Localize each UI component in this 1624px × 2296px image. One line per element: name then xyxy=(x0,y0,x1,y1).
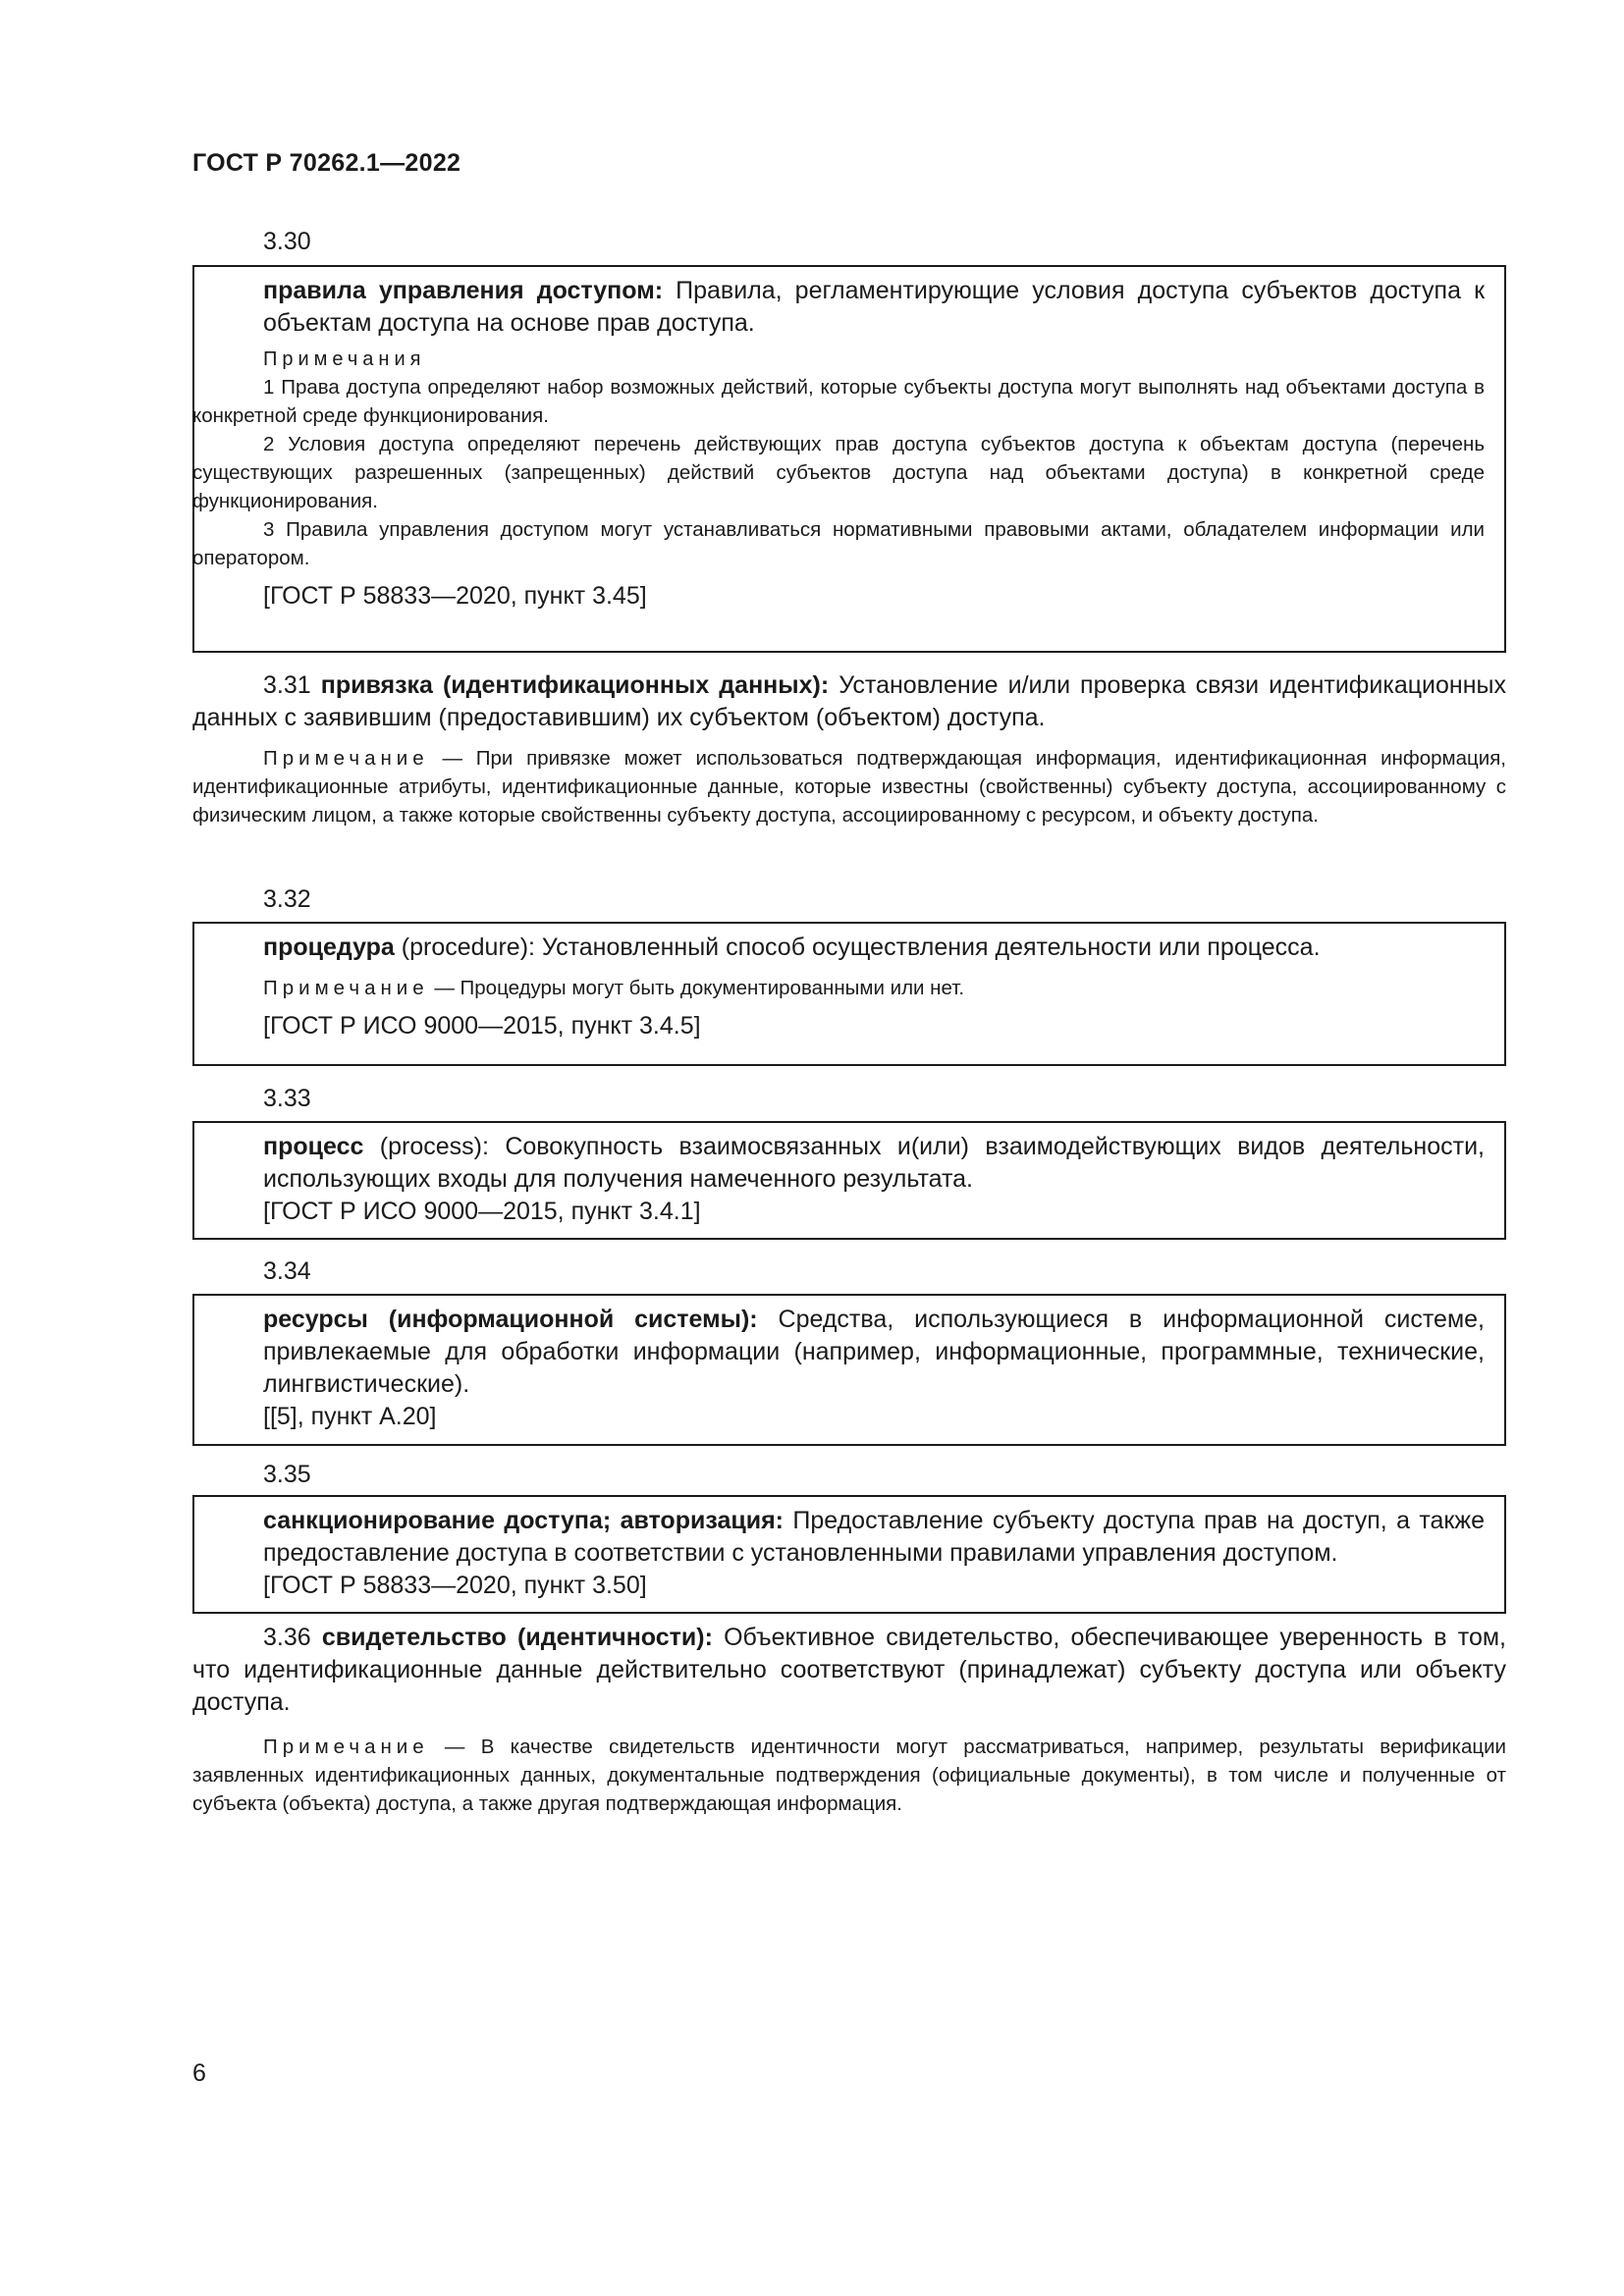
term-block-3-36 xyxy=(192,1622,1506,1818)
definition-text-3-31: Установление и/или проверка связи идентификационных данных с заявившим (предоставившим) их субъектом (объектом) доступа. xyxy=(192,671,1507,731)
term-number-3-32: 3.32 xyxy=(263,885,311,913)
term-number-3-31: 3.31 xyxy=(263,671,311,699)
term-number-3-35: 3.35 xyxy=(263,1461,311,1488)
definition-text-3-34: Средства, использующиеся в информационной системе, привлекаемые для обработки информации (например, информационные, программные, технические, лингвистические). xyxy=(263,1306,1485,1398)
source-3-35: [ГОСТ Р 58833—2020, пункт 3.50] xyxy=(263,1572,647,1599)
notes-heading-3-30: Примечания xyxy=(263,348,426,370)
term-3-35: санкционирование доступа; авторизация: xyxy=(263,1507,784,1534)
definition-text-3-35: Предоставление субъекту доступа прав на доступ, а также предоставление доступа в соответствии с установленными правилами управления доступом. xyxy=(263,1507,1485,1567)
definition-text-3-32: (procedure): Установленный способ осуществления деятельности или процесса. xyxy=(394,934,1321,961)
term-3-33: процесс xyxy=(263,1133,364,1160)
source-3-34: [[5], пункт А.20] xyxy=(263,1403,437,1430)
term-definition-3-34 xyxy=(263,1304,1485,1401)
term-box-3-30 xyxy=(192,265,1506,653)
term-box-3-35 xyxy=(192,1495,1506,1614)
term-number-3-34: 3.34 xyxy=(263,1257,311,1285)
definition-text-3-36: Объективное свидетельство, обеспечивающее уверенность в том, что идентификационные данные действительно соответствуют (принадлежат) субъекту доступа или объекту доступа. xyxy=(192,1624,1506,1716)
source-3-33: [ГОСТ Р ИСО 9000—2015, пункт 3.4.1] xyxy=(263,1198,701,1225)
term-number-3-36: 3.36 xyxy=(263,1624,311,1651)
note-text-3-31: — При привязке может использоваться подтверждающая информация, идентификационная информация, идентификационные атрибуты, идентификационные данные, которые известны (свойственны) субъекту доступа, ассоциированному с физическим лицом, а также которые свойственны субъекту доступа, ассоциированному с ресурсом, и объекту доступа. xyxy=(192,747,1506,827)
note-label-3-36: Примечание xyxy=(263,1735,429,1758)
term-number-3-33: 3.33 xyxy=(263,1085,311,1112)
term-box-3-34 xyxy=(192,1294,1506,1446)
note-3-31 xyxy=(192,744,1506,829)
term-box-3-33 xyxy=(192,1121,1506,1240)
term-3-34: ресурсы (информационной системы): xyxy=(263,1306,758,1333)
term-definition-3-36 xyxy=(192,1622,1506,1719)
term-definition-3-30 xyxy=(263,275,1485,340)
term-3-32: процедура xyxy=(263,934,395,961)
term-box-3-32 xyxy=(192,922,1506,1066)
term-number-3-30: 3.30 xyxy=(263,228,311,255)
term-definition-3-33 xyxy=(263,1131,1485,1196)
note-label-3-32: Примечание xyxy=(263,977,429,999)
note-3-32 xyxy=(263,974,1485,1002)
note-3-36 xyxy=(192,1733,1506,1818)
term-block-3-31 xyxy=(192,669,1506,829)
source-3-32: [ГОСТ Р ИСО 9000—2015, пункт 3.4.5] xyxy=(263,1012,701,1040)
source-3-30: [ГОСТ Р 58833—2020, пункт 3.45] xyxy=(263,582,647,610)
definition-text-3-30: Правила, регламентирующие условия доступа субъектов доступа к объектам доступа на основе прав доступа. xyxy=(263,277,1486,337)
term-definition-3-35 xyxy=(263,1505,1485,1570)
note-text-3-32: — Процедуры могут быть документированными или нет. xyxy=(428,977,965,999)
term-3-31: привязка (идентификационных данных): xyxy=(320,671,830,699)
note-text-3-36: — В качестве свидетельств идентичности могут рассматриваться, например, результаты верификации заявленных идентификационных данных, документальные подтверждения (официальные документы), в том числе и полученные от субъекта (объекта) доступа, а также другая подтверждающая информация. xyxy=(192,1735,1506,1815)
term-definition-3-32 xyxy=(263,932,1485,964)
note-2-3-30: 2 Условия доступа определяют перечень действующих прав доступа субъектов доступа к объектам доступа (перечень существующих разрешенных (запрещенных) действий субъектов доступа над объектами доступа) в конкретной среде функционирования. xyxy=(192,433,1485,512)
document-header: ГОСТ Р 70262.1—2022 xyxy=(192,149,461,177)
note-1-3-30: 1 Права доступа определяют набор возможных действий, которые субъекты доступа могут выполнять над объектами доступа в конкретной среде функционирования. xyxy=(192,376,1485,427)
term-3-36: свидетельство (идентичности): xyxy=(321,1624,713,1651)
term-3-30: правила управления доступом: xyxy=(263,277,664,304)
definition-text-3-33: (process): Совокупность взаимосвязанных и(или) взаимодействующих видов деятельности, использующих входы для получения намеченного результата. xyxy=(263,1133,1485,1193)
note-label-3-31: Примечание xyxy=(263,747,429,770)
note-3-3-30: 3 Правила управления доступом могут устанавливаться нормативными правовыми актами, обладателем информации или оператором. xyxy=(192,518,1485,569)
page-number: 6 xyxy=(192,2059,206,2087)
term-definition-3-31 xyxy=(192,669,1506,734)
